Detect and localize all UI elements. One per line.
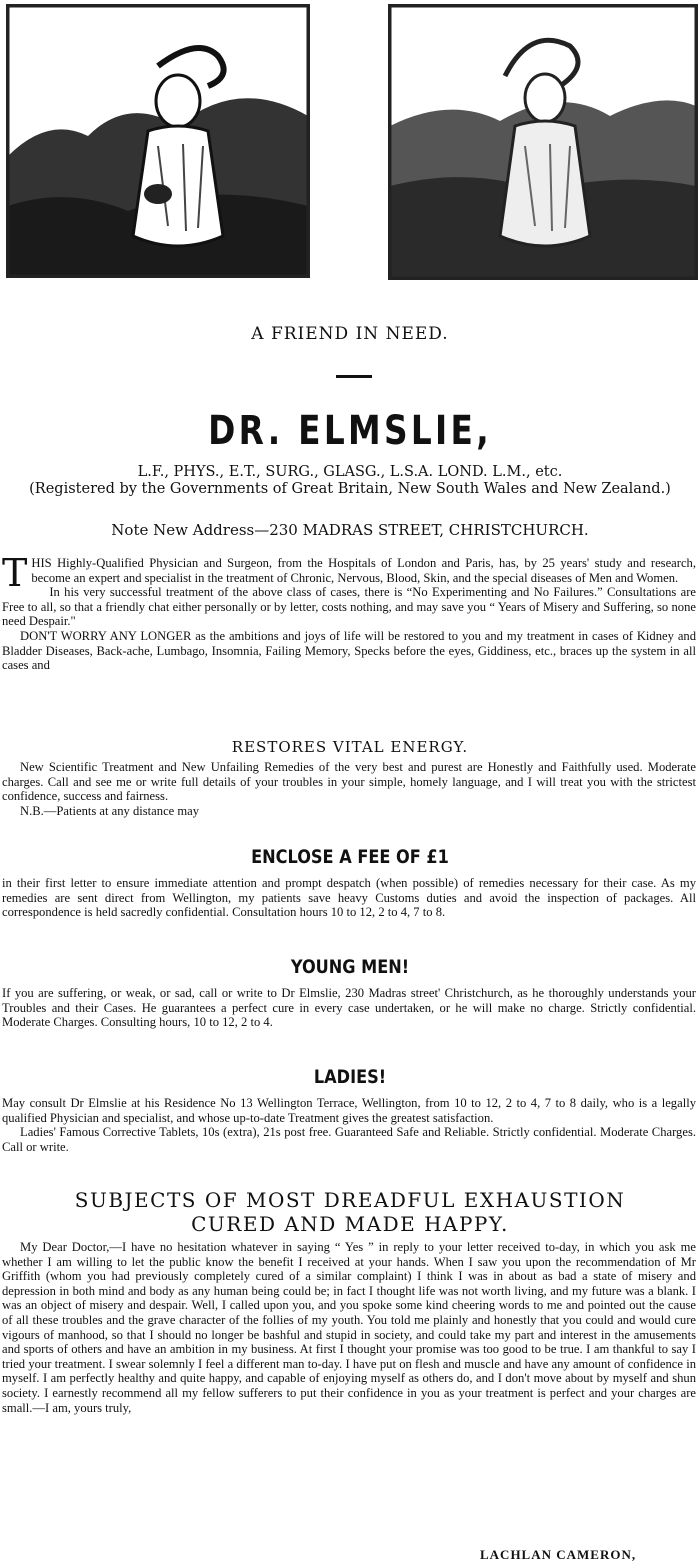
young-men-heading: YOUNG MEN! (290, 956, 410, 978)
fee-paragraph: in their first letter to ensure immediate attention and prompt despatch (when possible) of remedies necessary for their case. As my remedies are sent direct from Wellington, my patients save heavy Customs duties and avoid the inspection of packages. All correspondence is held sacredly confidential. Consultation hours 10 to 12, 2 to 4, 7 to 8. (2, 876, 696, 920)
testimonial-title-line-1: SUBJECTS OF MOST DREADFUL EXHAUSTION (74, 1188, 626, 1212)
dropcap: T (2, 551, 28, 595)
intro-paragraph-2: In his very successful treatment of the above class of cases, there is “No Experimenting and No Failures.” Consultations are Free to all, so that a friendly chat either personally or by letter, costs nothing, and may save you “ Years of Misery and Suffering, so none need Despair." (2, 585, 696, 629)
testimonial-title (0, 1188, 700, 1236)
registration-note: (Registered by the Governments of Great Britain, New South Wales and New Zealand.) (29, 481, 671, 497)
intro-section (2, 551, 696, 673)
restores-heading: RESTORES VITAL ENERGY. (231, 738, 469, 756)
credentials-block (10, 464, 690, 498)
address: Note New Address—230 MADRAS STREET, CHRISTCHURCH. (111, 521, 589, 539)
tagline: A FRIEND IN NEED. (251, 324, 449, 344)
divider (336, 375, 372, 378)
young-men-section (2, 986, 696, 1030)
testimonial-body: My Dear Doctor,—I have no hesitation whatever in saying “ Yes ” in reply to your letter received to-day, in which you ask me whether I am willing to let the public know the benefit I received at your hands. When I saw you upon the recommendation of Mr Griffith (whom you had previously completely cured of a similar complaint) I think I was in about as bad a state of misery and depression in both mind and body as any human being could be; in fact I thought life was not worth living, and my future was a blank. I was an object of misery and despair. Well, I called upon you, and you spoke some kind cheering words to me and pointed out the cause of all these troubles and the grave character of the follies of my youth. You told me plainly and honestly that you could and would cure vigours of manhood, so that I should no longer be bashful and stupid in society, and could take my part and interest in the amusements and sports of others and have an ambition in my business. At first I thought your promise was too good to be true. I am thankful to say I tried your treatment. I swear solemnly I feel a different man to-day. I have put on flesh and muscle and have any amount of confidence in myself. I am perfectly healthy and quite happy, and capable of enjoying myself as others do, and I don't move about by myself and shun society. I earnestly recommend all my fellow sufferers to put their confidence in you as your treatment is perfect and your charges are small.—I am, yours truly, (2, 1240, 696, 1415)
restores-paragraph-1: New Scientific Treatment and New Unfailing Remedies of the very best and purest are Honestly and Faithfully used. Moderate charges. Call and see me or write full details of your troubles in your simple, homely language, and I will treat you with the strictest confidence, success and fairness. (2, 760, 696, 804)
testimonial-section (2, 1240, 696, 1415)
fee-section (2, 876, 696, 920)
credentials: L.F., PHYS., E.T., SURG., GLASG., L.S.A. LOND. L.M., etc. (137, 464, 563, 480)
ladies-paragraph-2: Ladies' Famous Corrective Tablets, 10s (extra), 21s post free. Guaranteed Safe and Reliable. Strictly confidential. Moderate Charges. Call or write. (2, 1125, 696, 1154)
woodcut-illustration-right (388, 4, 698, 280)
intro-paragraph-1: HIS Highly-Qualified Physician and Surgeon, from the Hospitals of London and Paris, has, by 25 years' study and research, become an expert and specialist in the treatment of Chronic, Nervous, Blood, Skin, and the special diseases of Men and Women. (31, 556, 696, 585)
doctor-name: DR. ELMSLIE, (208, 408, 492, 454)
testimonial-title-line-2: CURED AND MADE HAPPY. (191, 1212, 509, 1236)
intro-paragraph-3: DON'T WORRY ANY LONGER as the ambitions and joys of life will be restored to you and my treatment in cases of Kidney and Bladder Diseases, Back-ache, Lumbago, Insomnia, Failing Memory, Specks before the eyes, Giddiness, etc., braces up the system in all cases and (2, 628, 696, 673)
young-men-paragraph: If you are suffering, or weak, or sad, call or write to Dr Elmslie, 230 Madras street' Christchurch, as he thoroughly understands your Troubles and their Cases. He guarantees a perfect cure in every case undertaken, or he will make no charge. Strictly confidential. Moderate Charges. Consulting hours, 10 to 12, 2 to 4. (2, 986, 696, 1030)
restores-section (2, 760, 696, 818)
restores-paragraph-2: N.B.—Patients at any distance may (20, 803, 200, 818)
ladies-heading: LADIES! (313, 1066, 387, 1088)
ladies-section (2, 1096, 696, 1154)
fee-heading: ENCLOSE A FEE OF £1 (251, 846, 449, 868)
ladies-paragraph-1: May consult Dr Elmslie at his Residence No 13 Wellington Terrace, Wellington, from 10 to 12, 2 to 4, 7 to 8 daily, who is a legally qualified Physician and specialist, and whose up-to-date Treatment gives the greatest satisfaction. (2, 1096, 696, 1125)
woodcut-illustration-left (6, 4, 310, 278)
signature: LACHLAN CAMERON, (480, 1547, 637, 1562)
